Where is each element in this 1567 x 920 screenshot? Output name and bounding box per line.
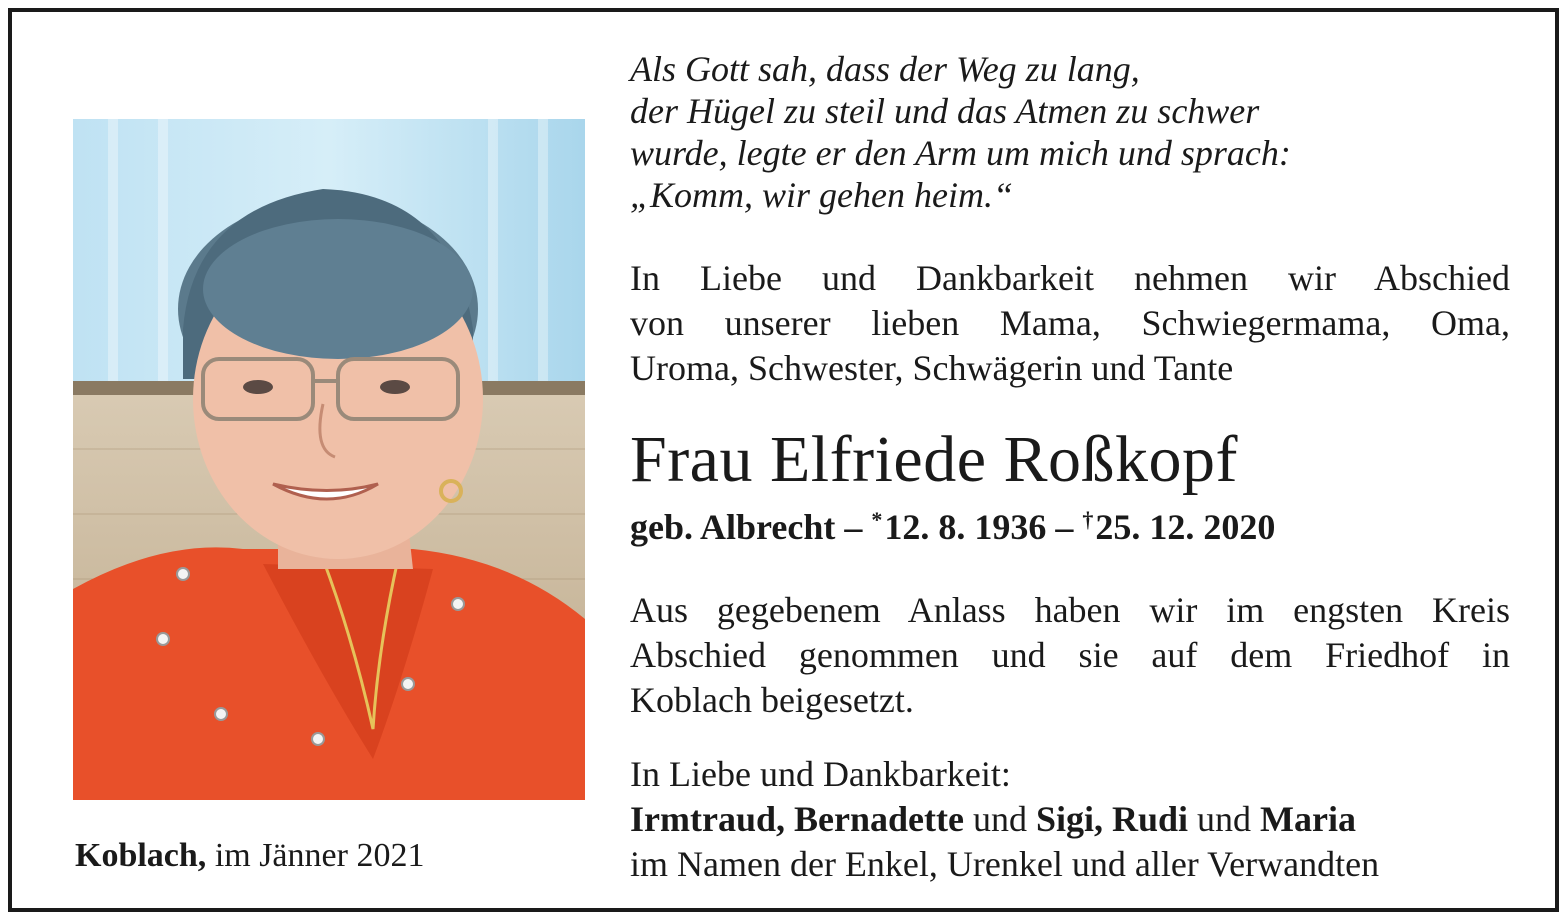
poem-line: der Hügel zu steil und das Atmen zu schwer (630, 91, 1260, 131)
family-name: Bernadette (794, 799, 964, 839)
conjunction: und (1197, 799, 1252, 839)
thanks-footer: im Namen der Enkel, Urenkel und aller Verwandten (630, 844, 1380, 884)
burial-notice (630, 588, 1510, 723)
place-date: im Jänner 2021 (214, 837, 425, 874)
place-town: Koblach, (75, 837, 207, 874)
family-name: Rudi (1111, 799, 1189, 839)
poem-line: Als Gott sah, dass der Weg zu lang, (630, 49, 1140, 89)
portrait-illustration (73, 119, 585, 800)
family-name: Irmtraud, (630, 799, 785, 839)
birth-symbol: * (871, 507, 883, 532)
maiden-name: geb. Albrecht (630, 507, 836, 547)
birth-date: 12. 8. 1936 (884, 507, 1047, 547)
deceased-dates (630, 498, 1510, 549)
portrait-photo (73, 119, 585, 800)
family-thanks (630, 752, 1510, 887)
thanks-heading: In Liebe und Dankbarkeit: (630, 754, 1011, 794)
deceased-name: Frau Elfriede Roßkopf (630, 423, 1239, 496)
family-name: Maria (1260, 799, 1356, 839)
family-name: Sigi, (1035, 799, 1103, 839)
poem (630, 48, 1510, 216)
notice-line: Aus gegebenem Anlass haben wir im engsten Kreis (630, 590, 1510, 630)
family-names (630, 797, 1510, 842)
dash: – (844, 507, 863, 547)
poem-line: „Komm, wir gehen heim.“ (630, 175, 1014, 215)
death-date: 25. 12. 2020 (1095, 507, 1276, 547)
notice-line: Koblach beigesetzt. (630, 680, 914, 720)
intro-line: Uroma, Schwester, Schwägerin und Tante (630, 348, 1234, 388)
place-and-date (75, 836, 424, 876)
conjunction: und (972, 799, 1027, 839)
intro-line: von unserer lieben Mama, Schwiegermama, Oma, (630, 303, 1510, 343)
intro-line: In Liebe und Dankbarkeit nehmen wir Abschied (630, 258, 1510, 298)
death-symbol: † (1082, 507, 1094, 532)
poem-line: wurde, legte er den Arm um mich und sprach: (630, 133, 1291, 173)
intro-text (630, 256, 1510, 391)
dash: – (1055, 507, 1074, 547)
notice-line: Abschied genommen und sie auf dem Friedhof in (630, 635, 1510, 675)
